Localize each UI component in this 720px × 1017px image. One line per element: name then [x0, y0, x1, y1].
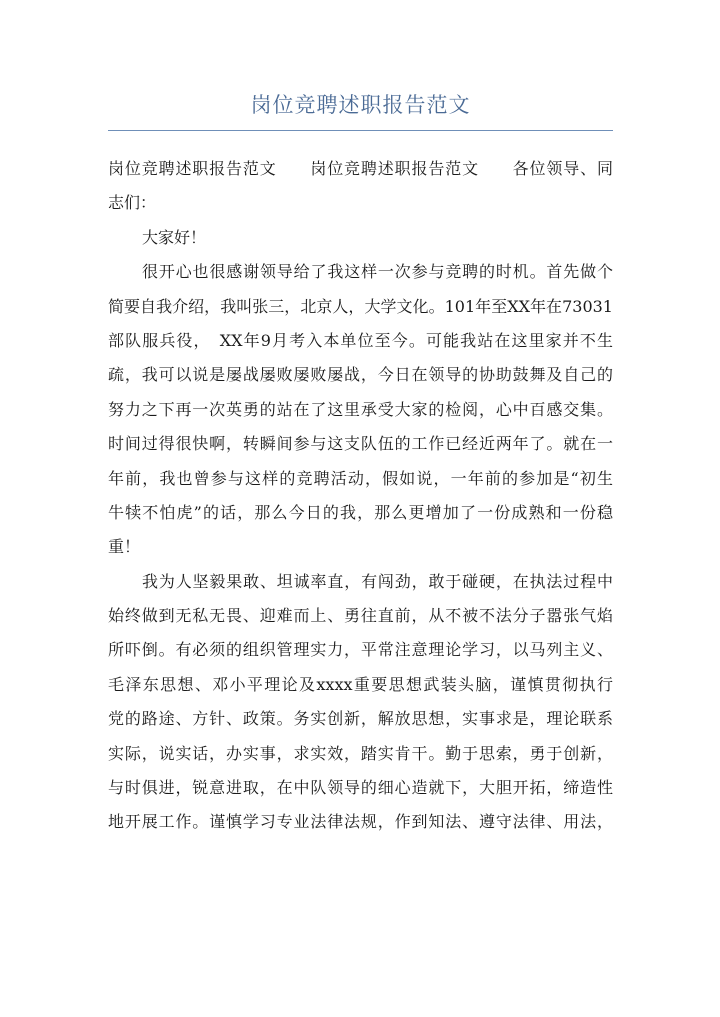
text-line: 所吓倒。有必须的组织管理实力，平常注意理论学习，以马列主义、 — [108, 640, 613, 660]
text-line: 牛犊不怕虎”的话，那么今日的我，那么更增加了一份成熟和一份稳 — [108, 502, 613, 522]
text-line: 我为人坚毅果敢、坦诚率直，有闯劲，敢于碰硬，在执法过程中 — [142, 571, 613, 591]
text-line: 大家好！ — [142, 227, 207, 247]
document-title: 岗位竞聘述职报告范文 — [250, 93, 471, 117]
text-line: 实际，说实话，办实事，求实效，踏实肯干。勤于思索，勇于创新， — [108, 743, 613, 763]
document-body — [108, 152, 613, 840]
text-line: 志们： — [108, 193, 157, 213]
text-line: 简要自我介绍，我叫张三，北京人，大学文化。101年至XX年在73031 — [108, 296, 613, 316]
text-line: 年前，我也曾参与这样的竞聘活动，假如说，一年前的参加是“初生 — [108, 468, 613, 488]
text-line: 岗位竞聘述职报告范文 岗位竞聘述职报告范文 各位领导、同 — [108, 159, 613, 178]
text-line: 疏，我可以说是屡战屡败屡败屡战，今日在领导的协助鼓舞及自己的 — [108, 365, 613, 385]
text-line: 时间过得很快啊，转瞬间参与这支队伍的工作已经近两年了。就在一 — [108, 434, 613, 454]
text-line: 努力之下再一次英勇的站在了这里承受大家的检阅，心中百感交集。 — [108, 399, 613, 419]
title-divider — [108, 130, 613, 131]
text-line: 很开心也很感谢领导给了我这样一次参与竞聘的时机。首先做个 — [142, 262, 613, 282]
text-line: 党的路途、方针、政策。务实创新，解放思想，实事求是，理论联系 — [108, 709, 613, 729]
text-line: 部队服兵役， XX年9月考入本单位至今。可能我站在这里家并不生 — [108, 330, 613, 350]
text-line: 与时俱进，锐意进取，在中队领导的细心造就下，大胆开拓，缔造性 — [108, 778, 613, 798]
text-line: 毛泽东思想、邓小平理论及xxxx重要思想武装头脑，谨慎贯彻执行 — [108, 674, 613, 694]
text-line: 地开展工作。谨慎学习专业法律法规，作到知法、遵守法律、用法， — [108, 812, 613, 832]
text-line: 重！ — [108, 537, 141, 557]
text-line: 始终做到无私无畏、迎难而上、勇往直前，从不被不法分子嚣张气焰 — [108, 606, 613, 626]
